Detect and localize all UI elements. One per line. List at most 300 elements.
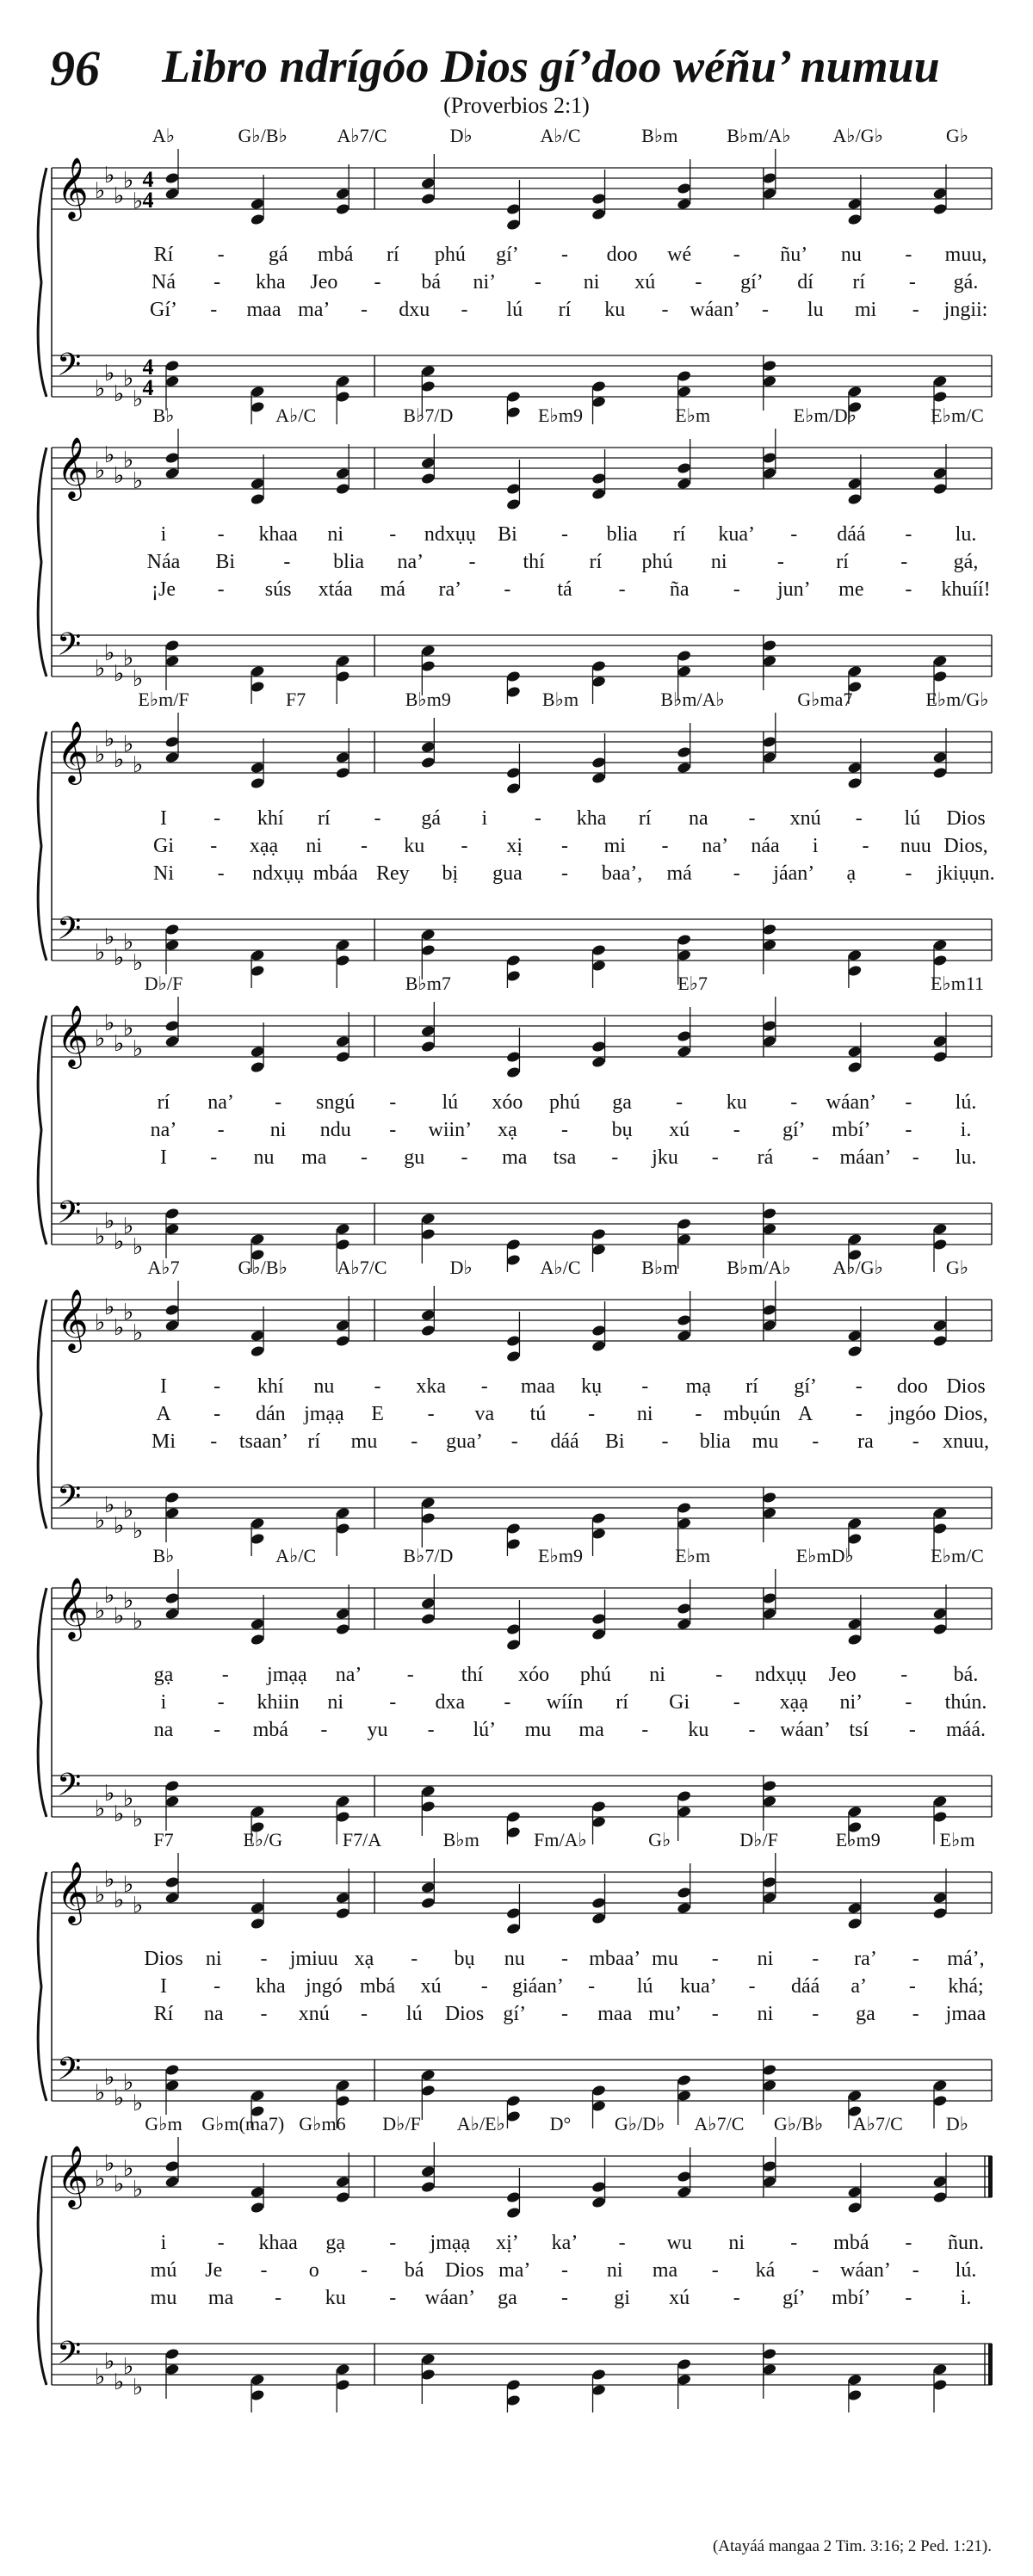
- note-head: [421, 457, 436, 470]
- note-head: [677, 665, 692, 678]
- key-flat-icon: ♭: [104, 924, 115, 950]
- lyric-syllable: ku: [688, 1719, 709, 1741]
- lyric-syllable: -: [389, 523, 397, 546]
- time-signature-bottom: 4: [142, 188, 154, 213]
- note-head: [164, 736, 180, 749]
- lyric-syllable: -: [855, 1375, 863, 1398]
- chord-symbol: B♭m/A♭: [660, 689, 725, 710]
- lyric-syllable: na’: [335, 1664, 362, 1686]
- chord-symbol: G♭m(ma7): [201, 2113, 285, 2134]
- note-head: [847, 1046, 863, 1059]
- chord-symbol: G♭: [648, 1829, 671, 1850]
- note-head: [762, 1035, 777, 1048]
- lyric-syllable: -: [641, 1719, 649, 1741]
- lyric-syllable: blia: [699, 1430, 731, 1453]
- note-head: [421, 1897, 436, 1910]
- lyric-syllable: -: [748, 807, 756, 830]
- lyric-syllable: ni: [327, 1691, 344, 1714]
- note-head: [677, 478, 692, 491]
- lyric-syllable: ma: [578, 1719, 604, 1741]
- lyric-syllable: ndxụụ: [252, 862, 305, 885]
- key-flat-icon: ♭: [133, 666, 144, 692]
- lyric-syllable: -: [361, 835, 368, 857]
- key-flat-icon: ♭: [95, 1224, 106, 1250]
- lyric-syllable: -: [217, 244, 225, 266]
- lyric-syllable: -: [275, 2287, 282, 2309]
- lyric-syllable: muu,: [944, 244, 987, 266]
- chord-symbol: D♭/F: [739, 1829, 778, 1850]
- note-head: [591, 1244, 607, 1257]
- music-system: [0, 405, 1033, 697]
- lyric-syllable: -: [510, 1430, 518, 1453]
- lyric-syllable: -: [733, 2287, 740, 2309]
- lyric-syllable: -: [912, 1146, 919, 1169]
- note-head: [591, 1056, 607, 1069]
- note-head: [250, 949, 265, 962]
- chord-symbol: B♭m/A♭: [727, 1257, 791, 1278]
- lyric-syllable: kha: [576, 807, 607, 830]
- note-head: [335, 1795, 350, 1808]
- chord-symbol: E♭m/F: [138, 689, 189, 710]
- key-flat-icon: ♭: [104, 2065, 115, 2091]
- lyric-syllable: -: [905, 1091, 912, 1114]
- key-flat-icon: ♭: [104, 1583, 115, 1609]
- note-head: [677, 2186, 692, 2199]
- lyric-syllable: xú: [420, 1975, 442, 1998]
- lyric-syllable: -: [912, 1948, 919, 1970]
- note-head: [335, 188, 350, 201]
- music-system: [0, 1545, 1033, 1838]
- chord-symbol: E♭m/C: [931, 1545, 984, 1566]
- lyric-syllable: -: [588, 1975, 596, 1998]
- lyric-syllable: -: [213, 1375, 221, 1398]
- lyric-syllable: xị’: [496, 2232, 519, 2254]
- note-head: [335, 1051, 350, 1064]
- lyric-syllable: mbí’: [832, 1119, 871, 1141]
- lyric-syllable: -: [661, 835, 669, 857]
- chord-symbol: G♭/B♭: [773, 2113, 824, 2134]
- lyric-syllable: rí: [318, 807, 331, 830]
- lyric-syllable: i: [160, 2232, 167, 2254]
- lyric-syllable: ñu’: [780, 244, 808, 266]
- lyric-syllable: Rí: [153, 244, 174, 266]
- note-head: [164, 375, 180, 388]
- lyric-syllable: xóo: [518, 1664, 550, 1686]
- note-head: [335, 767, 350, 780]
- lyric-syllable: rí: [589, 551, 603, 573]
- lyric-syllable: mu: [350, 1430, 378, 1453]
- note-head: [591, 960, 607, 973]
- note-head: [164, 172, 180, 185]
- note-head: [677, 2171, 692, 2184]
- lyric-syllable: -: [733, 1119, 740, 1141]
- note-head: [932, 1319, 948, 1332]
- note-head: [847, 478, 863, 491]
- note-head: [421, 193, 436, 206]
- chord-symbol: G♭/B♭: [238, 125, 288, 146]
- note-head: [677, 2374, 692, 2387]
- lyric-syllable: -: [733, 1691, 740, 1714]
- key-flat-icon: ♭: [95, 2166, 106, 2192]
- note-head: [421, 929, 436, 942]
- lyric-syllable: wiin’: [428, 1119, 473, 1141]
- note-head: [506, 203, 522, 216]
- note-head: [677, 746, 692, 759]
- lyric-syllable: -: [908, 1719, 916, 1741]
- lyric-syllable: ra’: [438, 578, 462, 601]
- lyric-line: [0, 1375, 1033, 1401]
- lyric-syllable: mbá: [252, 1719, 288, 1741]
- key-flat-icon: ♭: [123, 1016, 134, 1041]
- key-flat-icon: ♭: [123, 1300, 134, 1325]
- lyric-syllable: gua’: [446, 1430, 483, 1453]
- chord-symbol: A♭7/C: [852, 2113, 903, 2134]
- key-flat-icon: ♭: [104, 726, 115, 752]
- note-head: [762, 1795, 777, 1808]
- lyric-syllable: jun’: [776, 578, 811, 601]
- note-head: [932, 1907, 948, 1920]
- note-head: [506, 1239, 522, 1251]
- key-flat-icon: ♭: [95, 2080, 106, 2106]
- lyric-syllable: -: [905, 1691, 912, 1714]
- note-head: [677, 1902, 692, 1915]
- note-head: [250, 1233, 265, 1246]
- lyric-syllable: -: [790, 1091, 798, 1114]
- key-flat-icon: ♭: [95, 742, 106, 768]
- lyric-syllable: rí: [386, 244, 399, 266]
- note-head: [335, 1319, 350, 1332]
- note-head: [847, 198, 863, 211]
- lyric-syllable: i: [160, 523, 167, 546]
- note-head: [591, 676, 607, 689]
- lyric-syllable: -: [213, 1719, 221, 1741]
- lyric-syllable: xạạ: [779, 1691, 808, 1714]
- note-head: [932, 1892, 948, 1905]
- lyric-line: [0, 1146, 1033, 1172]
- note-head: [762, 1892, 777, 1905]
- lyric-syllable: xnú: [789, 807, 821, 830]
- lyric-syllable: -: [275, 1091, 282, 1114]
- note-head: [591, 1613, 607, 1626]
- lyric-syllable: A: [797, 1403, 813, 1425]
- note-head: [591, 2384, 607, 2397]
- lyric-syllable: jngó: [306, 1975, 343, 1998]
- note-head: [250, 2186, 265, 2199]
- lyric-syllable: giáan’: [511, 1975, 564, 1998]
- note-head: [250, 1345, 265, 1358]
- note-head: [250, 2389, 265, 2402]
- note-head: [591, 473, 607, 485]
- lyric-line: [0, 271, 1033, 297]
- lyric-syllable: kụ: [581, 1375, 603, 1398]
- note-head: [677, 182, 692, 195]
- lyric-syllable: wáan’: [826, 1091, 877, 1114]
- note-head: [506, 1051, 522, 1064]
- chord-symbol: G♭m: [145, 2113, 182, 2134]
- note-head: [847, 1345, 863, 1358]
- lyric-syllable: ku: [325, 2287, 346, 2309]
- lyric-syllable: ni: [606, 2259, 623, 2282]
- lyric-syllable: mu: [752, 1430, 779, 1453]
- key-flat-icon: ♭: [123, 168, 134, 194]
- note-head: [164, 939, 180, 952]
- music-system: [0, 125, 1033, 417]
- lyric-syllable: -: [900, 551, 908, 573]
- key-flat-icon: ♭: [104, 1294, 115, 1320]
- note-head: [591, 2196, 607, 2209]
- note-head: [762, 1780, 777, 1793]
- note-head: [421, 741, 436, 754]
- lyric-syllable: -: [862, 835, 869, 857]
- note-head: [847, 1533, 863, 1546]
- chord-symbol: A♭/G♭: [832, 1257, 884, 1278]
- lyric-line: [0, 578, 1033, 604]
- lyric-syllable: dxu: [399, 299, 430, 321]
- lyric-syllable: o: [308, 2259, 319, 2282]
- lyric-syllable: blia: [606, 523, 638, 546]
- note-head: [847, 2186, 863, 2199]
- note-head: [591, 944, 607, 957]
- note-head: [506, 2379, 522, 2392]
- note-head: [591, 1897, 607, 1910]
- key-flat-icon: ♭: [133, 188, 144, 214]
- lyric-syllable: ku: [404, 835, 425, 857]
- note-head: [847, 2374, 863, 2387]
- lyric-syllable: jngóo: [888, 1403, 937, 1425]
- note-head: [421, 1613, 436, 1626]
- note-head: [591, 660, 607, 673]
- lyric-syllable: -: [361, 2259, 368, 2282]
- note-head: [677, 1806, 692, 1819]
- note-head: [421, 2353, 436, 2366]
- lyric-syllable: -: [217, 1691, 225, 1714]
- lyric-syllable: Bi: [215, 551, 236, 573]
- chord-symbol: B♭m/A♭: [727, 125, 791, 146]
- note-head: [591, 1912, 607, 1925]
- chord-symbol: G♭: [945, 1257, 969, 1278]
- note-head: [250, 2090, 265, 2103]
- lyric-syllable: gạ: [325, 2232, 346, 2254]
- hymn-header: [0, 0, 1033, 129]
- lyric-syllable: i: [812, 835, 819, 857]
- note-head: [677, 1030, 692, 1043]
- lyric-syllable: baa’,: [601, 862, 643, 885]
- lyric-syllable: -: [695, 1403, 702, 1425]
- note-head: [932, 2079, 948, 2092]
- music-system: [0, 1829, 1033, 2122]
- note-head: [932, 1795, 948, 1808]
- note-head: [164, 467, 180, 480]
- note-head: [250, 2202, 265, 2215]
- lyric-syllable: rí: [638, 807, 652, 830]
- lyric-line: [0, 1948, 1033, 1974]
- note-head: [847, 1233, 863, 1246]
- note-head: [421, 1325, 436, 1337]
- note-head: [250, 478, 265, 491]
- note-head: [250, 1902, 265, 1915]
- note-head: [591, 1041, 607, 1053]
- lyric-syllable: xú: [634, 271, 656, 293]
- lyric-syllable: gá: [421, 807, 441, 830]
- lyric-syllable: I: [160, 1146, 167, 1169]
- note-head: [164, 2160, 180, 2173]
- key-flat-icon: ♭: [123, 646, 134, 671]
- note-head: [847, 2090, 863, 2103]
- lyric-line: [0, 2287, 1033, 2313]
- note-head: [591, 757, 607, 769]
- key-flat-icon: ♭: [133, 1893, 144, 1918]
- lyric-syllable: -: [461, 1146, 468, 1169]
- note-head: [847, 1061, 863, 1074]
- key-flat-icon: ♭: [114, 2085, 125, 2111]
- note-head: [932, 375, 948, 388]
- note-head: [762, 2348, 777, 2361]
- lyric-syllable: -: [213, 807, 221, 830]
- lyric-syllable: gá,: [953, 551, 979, 573]
- lyric-syllable: rá: [757, 1146, 774, 1169]
- note-head: [847, 1517, 863, 1530]
- key-flat-icon: ♭: [123, 366, 134, 392]
- note-head: [335, 1335, 350, 1348]
- lyric-syllable: -: [389, 1119, 397, 1141]
- lyric-syllable: -: [374, 807, 381, 830]
- note-head: [335, 1523, 350, 1535]
- key-flat-icon: ♭: [123, 2156, 134, 2182]
- lyric-syllable: na: [203, 2003, 224, 2025]
- bass-clef-icon: 𝄢: [57, 347, 82, 391]
- lyric-syllable: dáá: [837, 523, 866, 546]
- lyric-syllable: rí: [672, 523, 686, 546]
- lyric-syllable: Rí: [153, 2003, 174, 2025]
- key-flat-icon: ♭: [133, 950, 144, 976]
- lyric-syllable: me: [838, 578, 864, 601]
- note-head: [250, 1634, 265, 1646]
- lyric-syllable: na: [153, 1719, 174, 1741]
- key-flat-icon: ♭: [133, 1036, 144, 1062]
- note-head: [762, 751, 777, 764]
- chord-symbol: B♭m7: [405, 973, 451, 994]
- music-system: [0, 1257, 1033, 1549]
- lyric-line: [0, 2003, 1033, 2029]
- note-head: [591, 1228, 607, 1241]
- lyric-syllable: lú: [904, 807, 921, 830]
- chord-symbol: B♭: [152, 405, 175, 426]
- lyric-syllable: -: [676, 1091, 684, 1114]
- note-head: [762, 467, 777, 480]
- key-flat-icon: ♭: [104, 1010, 115, 1036]
- lyric-syllable: má: [666, 862, 692, 885]
- lyric-line: [0, 299, 1033, 324]
- lyric-syllable: -: [561, 2287, 568, 2309]
- lyric-syllable: -: [733, 862, 740, 885]
- lyric-syllable: wáan’: [840, 2259, 891, 2282]
- lyric-syllable: -: [812, 1948, 820, 1970]
- chord-symbol: F7: [286, 689, 306, 710]
- note-head: [250, 386, 265, 398]
- lyric-syllable: -: [618, 2232, 626, 2254]
- note-head: [847, 386, 863, 398]
- note-head: [164, 1020, 180, 1033]
- lyric-syllable: -: [213, 1403, 221, 1425]
- note-head: [335, 391, 350, 404]
- key-flat-icon: ♭: [114, 1229, 125, 1255]
- note-head: [932, 1239, 948, 1251]
- lyric-syllable: ña: [669, 578, 690, 601]
- note-head: [421, 380, 436, 393]
- note-head: [506, 1907, 522, 1920]
- key-flat-icon: ♭: [114, 183, 125, 209]
- lyric-syllable: -: [260, 1948, 268, 1970]
- lyric-syllable: kua’: [718, 523, 756, 546]
- note-head: [421, 2165, 436, 2178]
- lyric-syllable: ma’: [498, 2259, 531, 2282]
- note-head: [250, 1517, 265, 1530]
- note-head: [677, 650, 692, 663]
- note-head: [506, 391, 522, 404]
- note-head: [250, 777, 265, 790]
- hymn-number: 96: [50, 40, 100, 96]
- lyric-syllable: má’,: [947, 1948, 985, 1970]
- lyric-syllable: -: [217, 2232, 225, 2254]
- chord-symbol: A♭/C: [540, 125, 581, 146]
- lyric-syllable: -: [711, 1146, 719, 1169]
- lyric-syllable: -: [468, 551, 476, 573]
- lyric-syllable: gua: [492, 862, 523, 885]
- lyric-syllable: tsí: [849, 1719, 869, 1741]
- lyric-syllable: -: [812, 1430, 820, 1453]
- lyric-syllable: -: [411, 1948, 418, 1970]
- note-head: [335, 2176, 350, 2189]
- scripture-reference: (Proverbios 2:1): [443, 93, 590, 118]
- lyric-syllable: -: [733, 244, 740, 266]
- note-head: [421, 1801, 436, 1813]
- note-head: [421, 365, 436, 378]
- note-head: [762, 1608, 777, 1621]
- note-head: [506, 483, 522, 496]
- lyric-syllable: lu.: [955, 1146, 977, 1169]
- lyric-syllable: -: [504, 578, 511, 601]
- lyric-syllable: mu: [652, 1948, 678, 1970]
- note-head: [677, 2090, 692, 2103]
- lyric-syllable: -: [711, 2259, 719, 2282]
- lyric-syllable: rí: [157, 1091, 170, 1114]
- key-flat-icon: ♭: [104, 1492, 115, 1518]
- lyric-syllable: -: [210, 835, 218, 857]
- lyric-syllable: -: [762, 299, 769, 321]
- lyric-syllable: xóo: [492, 1091, 523, 1114]
- note-head: [677, 198, 692, 211]
- note-head: [762, 1304, 777, 1317]
- treble-clef-icon: 𝄞: [57, 1004, 89, 1066]
- note-head: [421, 1597, 436, 1610]
- note-head: [932, 1523, 948, 1535]
- lyric-syllable: ku: [604, 299, 626, 321]
- note-head: [591, 1628, 607, 1641]
- lyric-line: [0, 1719, 1033, 1745]
- note-head: [932, 2191, 948, 2204]
- note-head: [847, 949, 863, 962]
- lyric-syllable: gí’: [503, 2003, 527, 2025]
- lyric-syllable: mu: [524, 1719, 552, 1741]
- note-head: [335, 1623, 350, 1636]
- lyric-syllable: -: [213, 1975, 221, 1998]
- note-head: [335, 670, 350, 683]
- lyric-syllable: rí: [307, 1430, 321, 1453]
- lyric-syllable: -: [748, 1719, 756, 1741]
- note-head: [164, 1780, 180, 1793]
- lyric-syllable: xnú: [298, 2003, 330, 2025]
- note-head: [506, 1066, 522, 1079]
